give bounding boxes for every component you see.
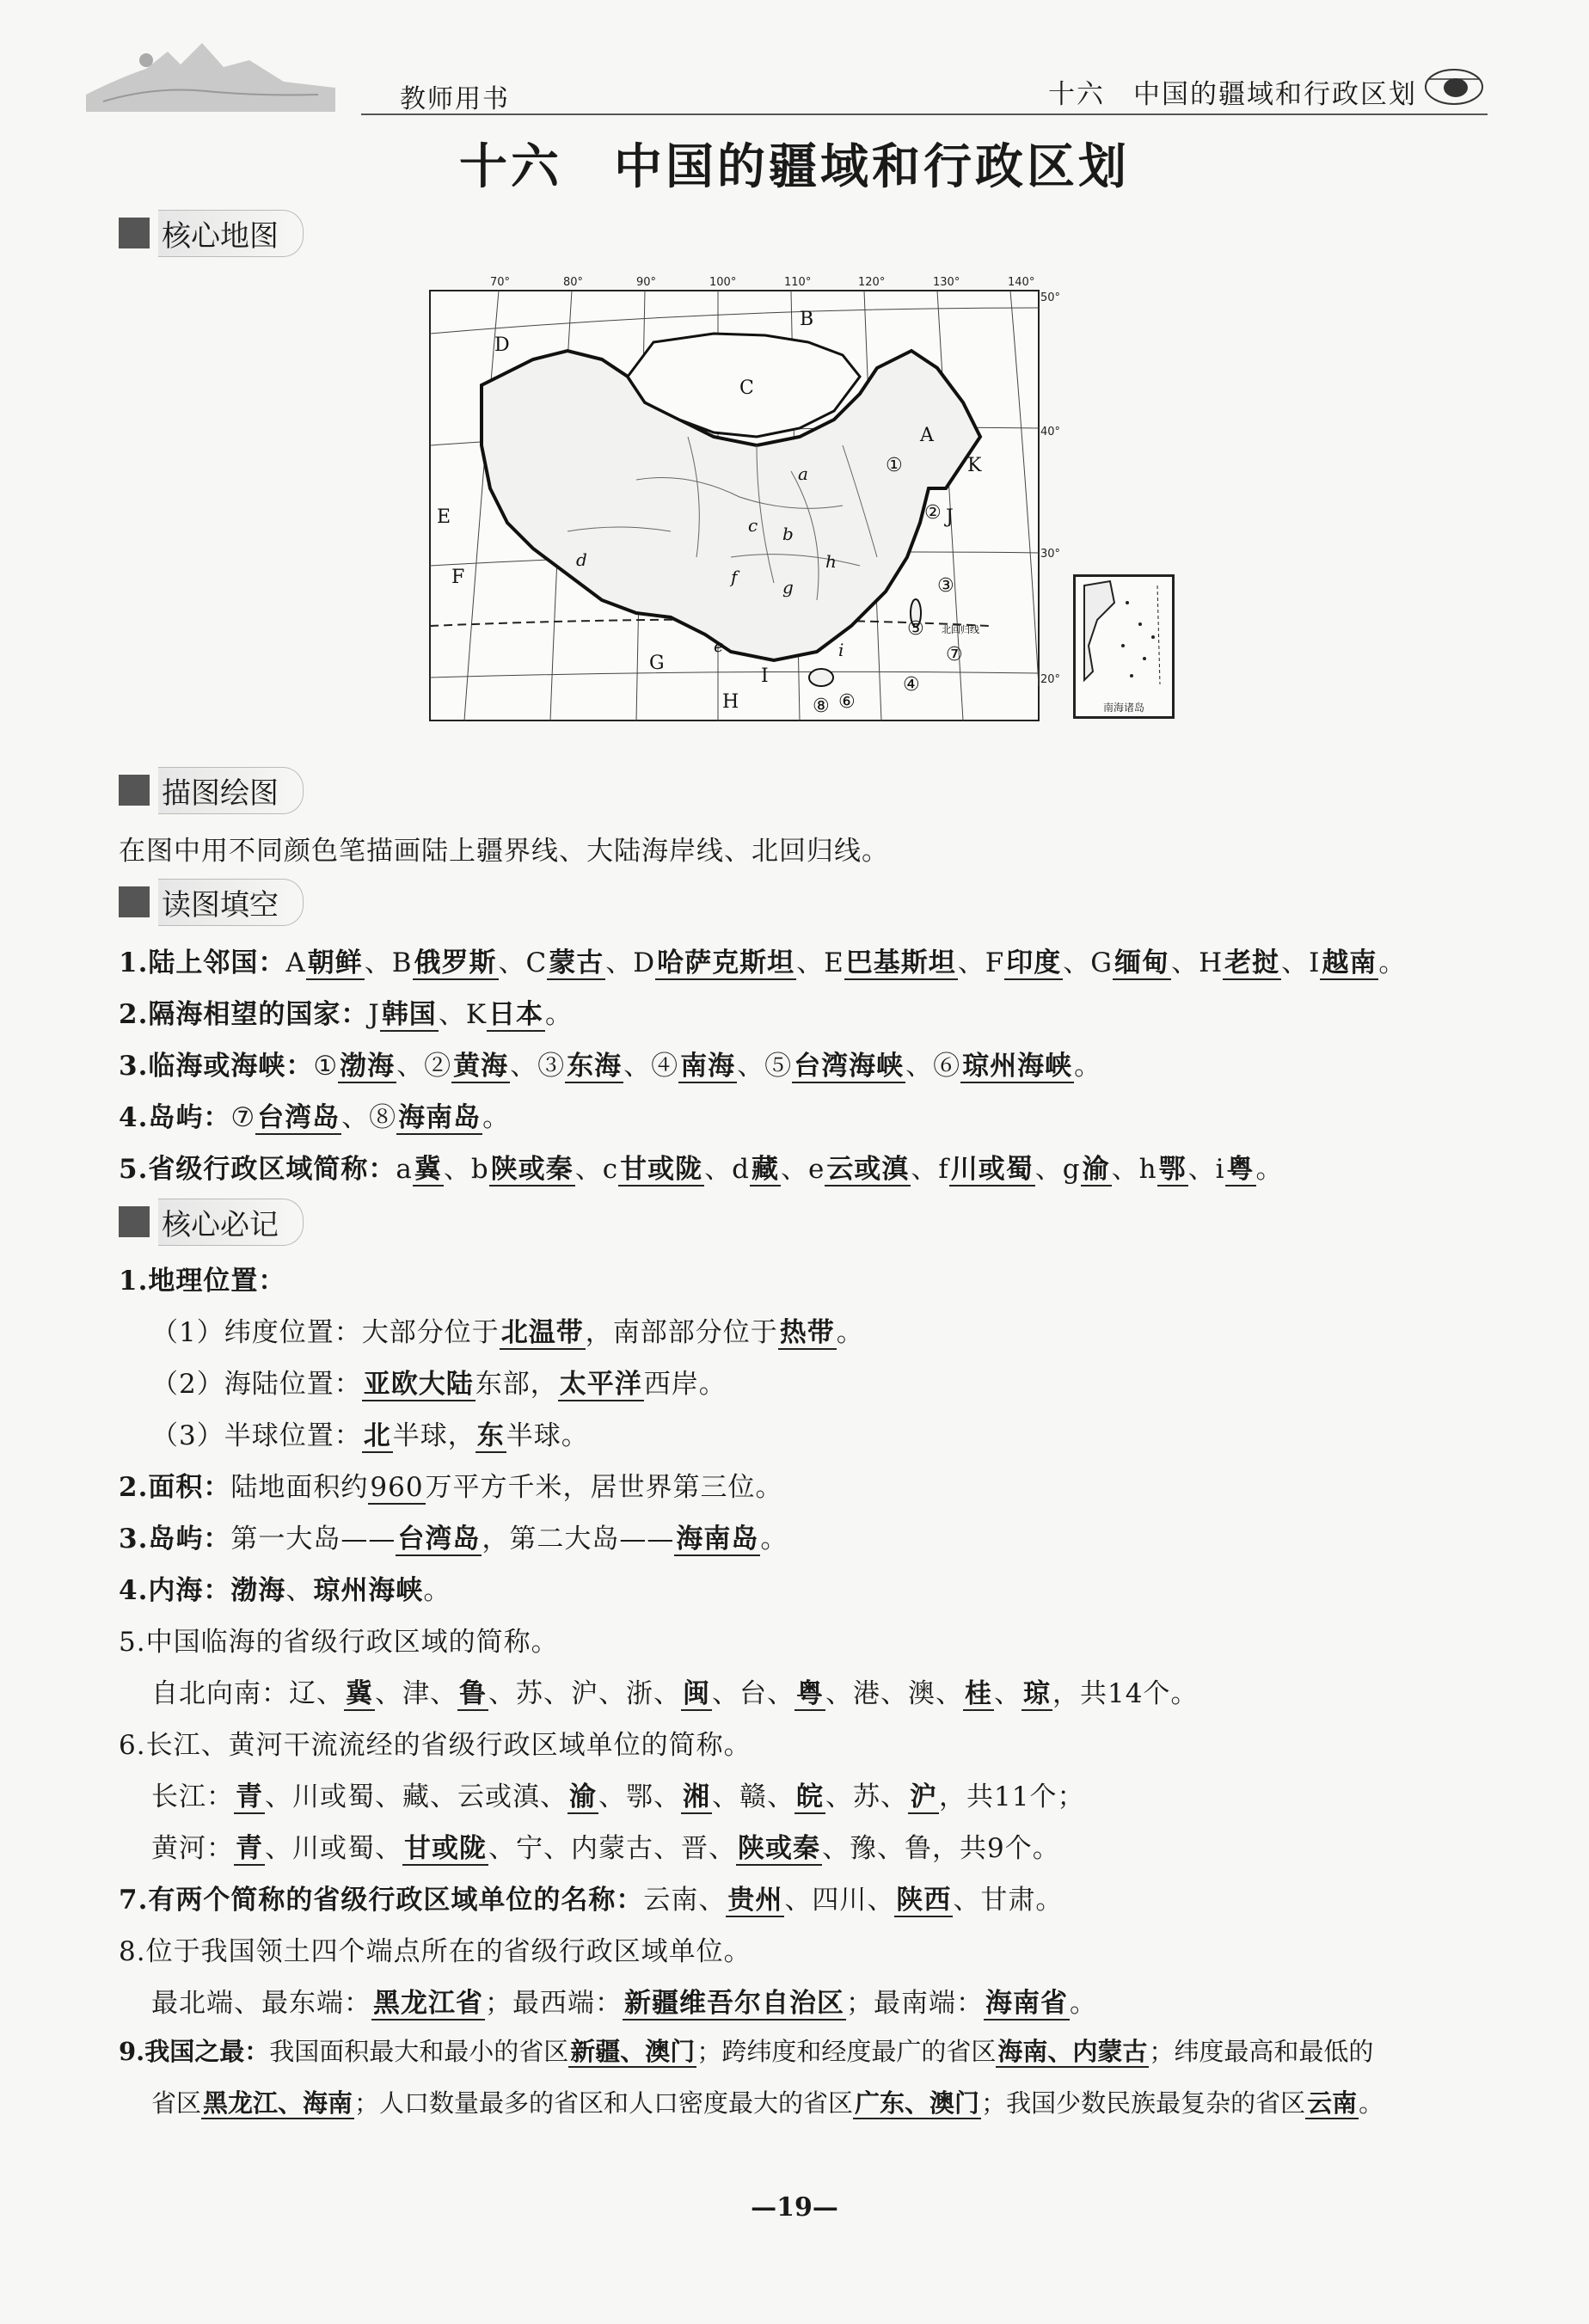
section-memory-label: 核心必记	[158, 1199, 304, 1246]
inset-map	[1076, 577, 1172, 694]
south-china-sea-inset	[1073, 574, 1175, 719]
fill-key: f	[938, 1154, 949, 1185]
section-marker-icon	[119, 218, 150, 248]
fill-key: ①	[313, 1051, 339, 1082]
memory-9: 9.我国之最：我国面积最大和最小的省区新疆、澳门；跨纬度和经度最广的省区海南、内蒙古；纬度最高和最低的	[119, 2037, 1374, 2066]
fill-key: ⑥	[933, 1051, 961, 1082]
fill-key: B	[391, 947, 413, 978]
fill-key: A	[285, 947, 306, 978]
section-marker-icon	[119, 1206, 150, 1237]
fill-key: g	[1062, 1154, 1081, 1185]
fill-q5: 5.省级行政区域简称：a冀、b陕或秦、c甘或陇、d藏、e云或滇、f川或蜀、g渝、h鄂、i粤。	[119, 1154, 1284, 1185]
lon-tick: 110°	[784, 276, 812, 289]
sea-number: ③	[937, 575, 954, 597]
drawing-instruction: 在图中用不同颜色笔描画陆上疆界线、大陆海岸线、北回归线。	[119, 836, 889, 867]
map-label: D	[494, 334, 510, 356]
province-label: e	[714, 635, 724, 656]
section-fill	[119, 882, 304, 922]
fill-key: ④	[651, 1051, 679, 1082]
fill-key: ⑧	[369, 1102, 397, 1133]
memory-1b: （2）海陆位置：亚欧大陆东部，太平洋西岸。	[151, 1369, 727, 1400]
fill-key: c	[602, 1154, 619, 1185]
fill-answer: 老挝	[1224, 947, 1280, 978]
fill-answer: 台湾海峡	[794, 1051, 905, 1082]
page-number: —19—	[751, 2192, 838, 2223]
fill-answer: 南海	[680, 1051, 736, 1082]
fill-key: d	[732, 1154, 750, 1185]
memory-5: 5.中国临海的省级行政区域的简称。	[119, 1627, 559, 1658]
fill-key: E	[824, 947, 844, 978]
memory-1: 1.地理位置：	[119, 1266, 286, 1297]
fill-key: e	[807, 1154, 825, 1185]
map-label: E	[437, 506, 451, 528]
memory-1c: （3）半球位置：北半球，东半球。	[151, 1420, 589, 1451]
fill-answer: 藏	[751, 1154, 779, 1185]
memory-2: 2.面积：陆地面积约960万平方千米，居世界第三位。	[119, 1472, 783, 1503]
fill-key: a	[396, 1154, 413, 1185]
memory-5a: 自北向南：辽、冀、津、鲁、苏、沪、浙、闽、台、粤、港、澳、桂、琼，共14个。	[151, 1678, 1199, 1709]
memory-6b: 黄河：青、川或蜀、甘或陇、宁、内蒙古、晋、陕或秦、豫、鲁，共9个。	[151, 1833, 1060, 1864]
map-label: F	[451, 567, 465, 588]
fill-answer: 渤海	[340, 1051, 396, 1082]
section-core-map-label: 核心地图	[158, 210, 304, 257]
lon-tick: 120°	[858, 276, 886, 289]
lon-tick: 70°	[490, 276, 511, 289]
section-core-map	[119, 213, 304, 253]
map-label: A	[920, 425, 934, 446]
inset-label: 南海诸岛	[1102, 702, 1144, 714]
map-label: H	[722, 691, 739, 713]
province-label: g	[782, 577, 794, 598]
fill-key: J	[368, 999, 380, 1030]
lon-tick: 80°	[563, 276, 584, 289]
header-mountain-decoration	[86, 34, 335, 112]
fill-answer: 云或滇	[826, 1154, 910, 1185]
fill-answer: 韩国	[381, 999, 437, 1030]
province-label: f	[731, 567, 738, 587]
map-label: J	[946, 506, 954, 528]
fill-key: I	[1309, 947, 1321, 978]
fill-answer: 日本	[488, 999, 543, 1030]
fill-key: D	[633, 947, 656, 978]
fill-answer: 哈萨克斯坦	[657, 947, 795, 978]
memory-8a: 最北端、最东端：黑龙江省；最西端：新疆维吾尔自治区；最南端：海南省。	[151, 1988, 1097, 2019]
memory-3: 3.岛屿：第一大岛——台湾岛，第二大岛——海南岛。	[119, 1524, 788, 1554]
fill-answer: 朝鲜	[307, 947, 363, 978]
tropic-label: 北回归线	[942, 624, 979, 635]
section-drawing-label: 描图绘图	[158, 767, 304, 814]
memory-6: 6.长江、黄河干流流经的省级行政区域单位的简称。	[119, 1730, 752, 1761]
fill-answer: 蒙古	[549, 947, 604, 978]
fill-key: K	[465, 999, 487, 1030]
fill-key: F	[985, 947, 1005, 978]
province-label: c	[748, 515, 758, 536]
china-map	[430, 273, 1061, 729]
sea-number: ⑧	[813, 696, 830, 717]
section-marker-icon	[119, 775, 150, 806]
memory-8: 8.位于我国领土四个端点所在的省级行政区域单位。	[119, 1936, 752, 1967]
section-drawing	[119, 770, 304, 810]
memory-1a: （1）纬度位置：大部分位于北温带，南部部分位于热带。	[151, 1317, 864, 1348]
fill-answer: 越南	[1322, 947, 1377, 978]
fill-q3: 3.临海或海峡：①渤海、②黄海、③东海、④南海、⑤台湾海峡、⑥琼州海峡。	[119, 1051, 1102, 1082]
fill-key: ⑦	[230, 1102, 256, 1133]
lat-tick: 40°	[1040, 426, 1061, 438]
lon-tick: 130°	[933, 276, 960, 289]
map-label: C	[739, 377, 754, 399]
section-marker-icon	[119, 886, 150, 917]
fill-answer: 琼州海峡	[962, 1051, 1073, 1082]
header-divider	[361, 113, 1488, 115]
fill-key: C	[525, 947, 548, 978]
fill-answer: 粤	[1226, 1154, 1255, 1185]
fill-key: ③	[537, 1051, 566, 1082]
section-memory	[119, 1202, 304, 1242]
sea-number: ⑦	[946, 644, 963, 665]
province-label: b	[782, 524, 794, 544]
fill-answer: 巴基斯坦	[845, 947, 956, 978]
map-label: K	[967, 455, 982, 476]
fill-q2: 2.隔海相望的国家：J韩国、K日本。	[119, 999, 573, 1030]
fill-answer: 甘或陇	[620, 1154, 703, 1185]
lon-tick: 90°	[636, 276, 657, 289]
header-chapter-label: 十六 中国的疆域和行政区划	[1048, 79, 1417, 110]
fill-key: H	[1199, 947, 1224, 978]
fill-answer: 川或蜀	[950, 1154, 1034, 1185]
sea-number: ②	[924, 502, 942, 524]
fill-q4: 4.岛屿：⑦台湾岛、⑧海南岛。	[119, 1102, 511, 1133]
province-label: i	[838, 640, 844, 660]
fill-q1: 1.陆上邻国：A朝鲜、B俄罗斯、C蒙古、D哈萨克斯坦、E巴基斯坦、F印度、G缅甸、H老挝、I越南。	[119, 947, 1407, 978]
memory-4: 4.内海：渤海、琼州海峡。	[119, 1575, 451, 1606]
lat-tick: 50°	[1040, 291, 1061, 304]
fill-key: h	[1138, 1154, 1157, 1185]
fill-answer: 缅甸	[1114, 947, 1170, 978]
page-title: 十六 中国的疆域和行政区划	[459, 138, 1130, 195]
fill-answer: 台湾岛	[257, 1102, 340, 1133]
sea-number: ④	[903, 674, 920, 696]
province-label: d	[576, 549, 587, 570]
fill-key: i	[1215, 1154, 1225, 1185]
fill-answer: 渝	[1082, 1154, 1110, 1185]
fill-answer: 陕或秦	[490, 1154, 574, 1185]
map-label: I	[761, 665, 769, 687]
fill-answer: 印度	[1006, 947, 1062, 978]
map-label: B	[800, 309, 814, 330]
section-fill-label: 读图填空	[158, 879, 304, 926]
sea-number: ⑥	[838, 691, 856, 713]
fill-key: ②	[424, 1051, 452, 1082]
publisher-logo-icon	[1423, 67, 1485, 107]
header-teacher-label: 教师用书	[400, 84, 510, 114]
fill-answer: 俄罗斯	[414, 947, 497, 978]
memory-9b: 省区黑龙江、海南；人口数量最多的省区和人口密度最大的省区广东、澳门；我国少数民族最复杂的省区云南。	[151, 2088, 1384, 2118]
fill-answer: 海南岛	[398, 1102, 482, 1133]
lon-tick: 100°	[709, 276, 737, 289]
memory-6a: 长江：青、川或蜀、藏、云或滇、渝、鄂、湘、赣、皖、苏、沪，共11个；	[151, 1781, 1085, 1812]
lat-tick: 20°	[1040, 673, 1061, 686]
fill-key: G	[1090, 947, 1114, 978]
province-label: h	[825, 551, 837, 572]
fill-key: ⑤	[764, 1051, 793, 1082]
sea-number: ①	[886, 455, 903, 476]
fill-answer: 黄海	[453, 1051, 509, 1082]
map-label: G	[649, 653, 665, 674]
lon-tick: 140°	[1008, 276, 1035, 289]
fill-answer: 鄂	[1158, 1154, 1187, 1185]
sea-number: ⑤	[907, 618, 924, 640]
fill-answer: 东海	[567, 1051, 623, 1082]
fill-answer: 冀	[414, 1154, 442, 1185]
memory-7: 7.有两个简称的省级行政区域单位的名称：云南、贵州、四川、陕西、甘肃。	[119, 1885, 1064, 1916]
province-label: a	[798, 463, 808, 484]
lat-tick: 30°	[1040, 548, 1061, 561]
fill-key: b	[470, 1154, 489, 1185]
